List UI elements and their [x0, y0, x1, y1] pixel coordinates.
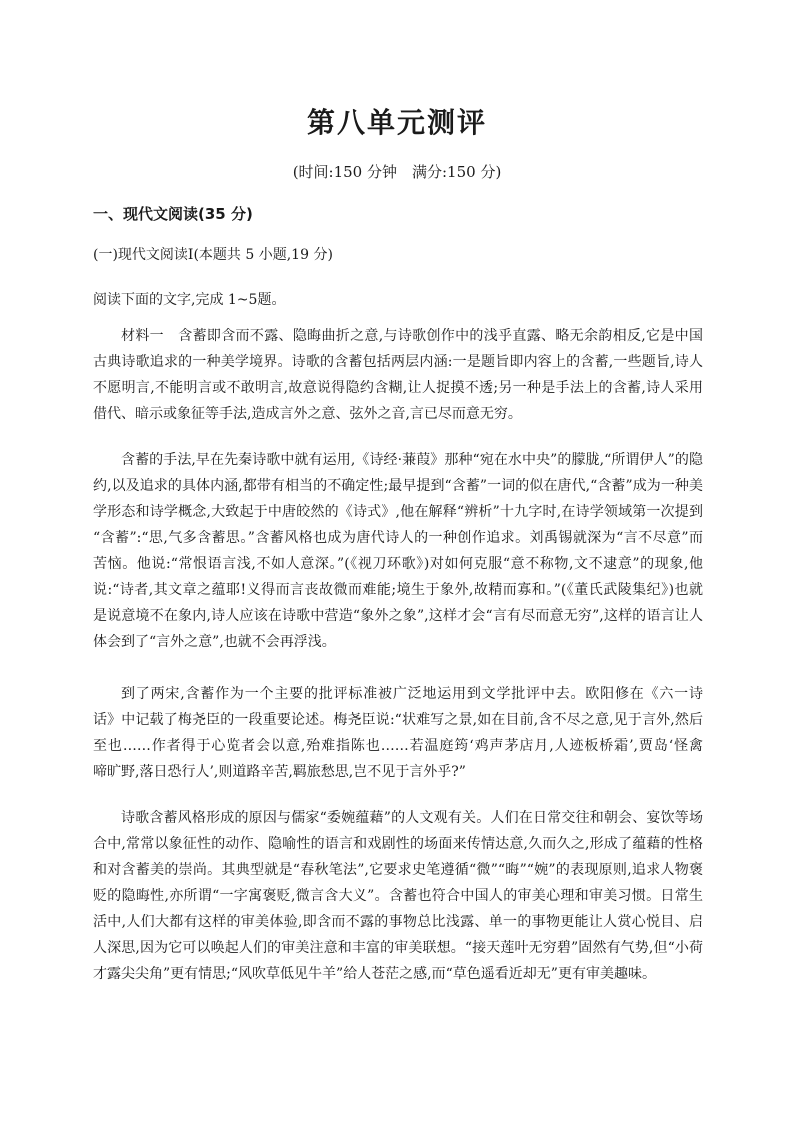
paragraph-line: 学形态和诗学概念,大致起于中唐皎然的《诗式》,他在解释“辨析”十九字时,在诗学领域第一次提到 [93, 504, 703, 520]
paragraph-line: 材料一 含蓄即含而不露、隐晦曲折之意,与诗歌创作中的浅乎直露、略无余韵相反,它是中国 [121, 328, 703, 344]
paragraph-line: 才露尖尖角”更有情思;“风吹草低见牛羊”给人苍茫之感,而“草色遥看近却无”更有审美趣味。 [93, 966, 656, 982]
paragraph-line: 借代、暗示或象征等手法,造成言外之意、弦外之音,言已尽而意无穷。 [93, 406, 522, 422]
paragraph-song-dynasty [93, 681, 703, 785]
paragraph-line: 合中,常常以象征性的动作、隐喻性的语言和戏剧性的场面来传情达意,久而久之,形成了蕴藉的性格 [93, 836, 703, 852]
paragraph-line: 体会到了“言外之意”,也就不会再浮浅。 [93, 634, 336, 650]
paragraph-line: 至也……作者得于心览者会以意,殆难指陈也……若温庭筠‘鸡声茅店月,人迹板桥霜’,贾岛‘怪禽 [93, 738, 703, 754]
paragraph-origin [93, 805, 703, 987]
paragraph-line: 不愿明言,不能明言或不敢明言,故意说得隐约含糊,让人捉摸不透;另一种是手法上的含蓄,诗人采用 [93, 380, 703, 396]
paragraph-line: 约,以及追求的具体内涵,都带有相当的不确定性;最早提到“含蓄”一词的似在唐代,“含蓄”成为一种美 [93, 478, 703, 494]
paragraph-line: 诗歌含蓄风格形成的原因与儒家“委婉蕴藉”的人文观有关。人们在日常交往和朝会、宴饮等场 [121, 810, 703, 826]
section-heading: 一、现代文阅读(35 分) [93, 205, 253, 223]
paragraph-line: 到了两宋,含蓄作为一个主要的批评标准被广泛地运用到文学批评中去。欧阳修在《六一诗 [121, 686, 703, 702]
paragraph-line: 和对含蓄美的崇尚。其典型就是“春秋笔法”,它要求史笔遵循“微”“晦”“婉”的表现原则,追求人物褒 [93, 862, 703, 878]
paragraph-line: 人深思,因为它可以唤起人们的审美注意和丰富的审美联想。“接天莲叶无穷碧”固然有气势,但“小荷 [93, 940, 703, 956]
paragraph-line: “含蓄”:“思,气多含蓄思。”含蓄风格也成为唐代诗人的一种创作追求。刘禹锡就深为“言不尽意”而 [93, 530, 703, 546]
paragraph-line: 说:“诗者,其文章之蕴耶!义得而言丧故微而难能;境生于象外,故精而寡和。”(《董氏武陵集纪》)也就 [93, 582, 703, 598]
subsection-heading: (一)现代文阅读Ⅰ(本题共 5 小题,19 分) [93, 247, 333, 263]
paragraph-material-one [93, 323, 703, 427]
reading-instruction: 阅读下面的文字,完成 1~5题。 [93, 292, 286, 308]
paragraph-technique [93, 447, 703, 655]
paragraph-line: 话》中记载了梅尧臣的一段重要论述。梅尧臣说:“状难写之景,如在目前,含不尽之意,见于言外,然后 [93, 712, 703, 728]
paragraph-line: 贬的隐晦性,亦所谓“一字寓褒贬,微言含大义”。含蓄也符合中国人的审美心理和审美习惯。日常生 [93, 888, 703, 904]
paragraph-line: 古典诗歌追求的一种美学境界。诗歌的含蓄包括两层内涵:一是题旨即内容上的含蓄,一些题旨,诗人 [93, 354, 703, 370]
paragraph-line: 啼旷野,落日恐行人’,则道路辛苦,羁旅愁思,岂不见于言外乎?” [93, 764, 466, 780]
exam-time-score: (时间:150 分钟 满分:150 分) [292, 163, 502, 181]
paragraph-line: 活中,人们大都有这样的审美体验,即含而不露的事物总比浅露、单一的事物更能让人赏心悦目、启 [93, 914, 703, 930]
page-title: 第八单元测评 [306, 106, 487, 139]
paragraph-line: 苦恼。他说:“常恨语言浅,不如人意深。”(《视刀环歌》)对如何克服“意不称物,文不逮意”的现象,他 [93, 556, 703, 572]
paragraph-line: 是说意境不在象内,诗人应该在诗歌中营造“象外之象”,这样才会“言有尽而意无穷”,这样的语言让人 [93, 608, 703, 624]
paragraph-line: 含蓄的手法,早在先秦诗歌中就有运用,《诗经·蒹葭》那种“宛在水中央”的朦胧,“所谓伊人”的隐 [121, 452, 703, 468]
